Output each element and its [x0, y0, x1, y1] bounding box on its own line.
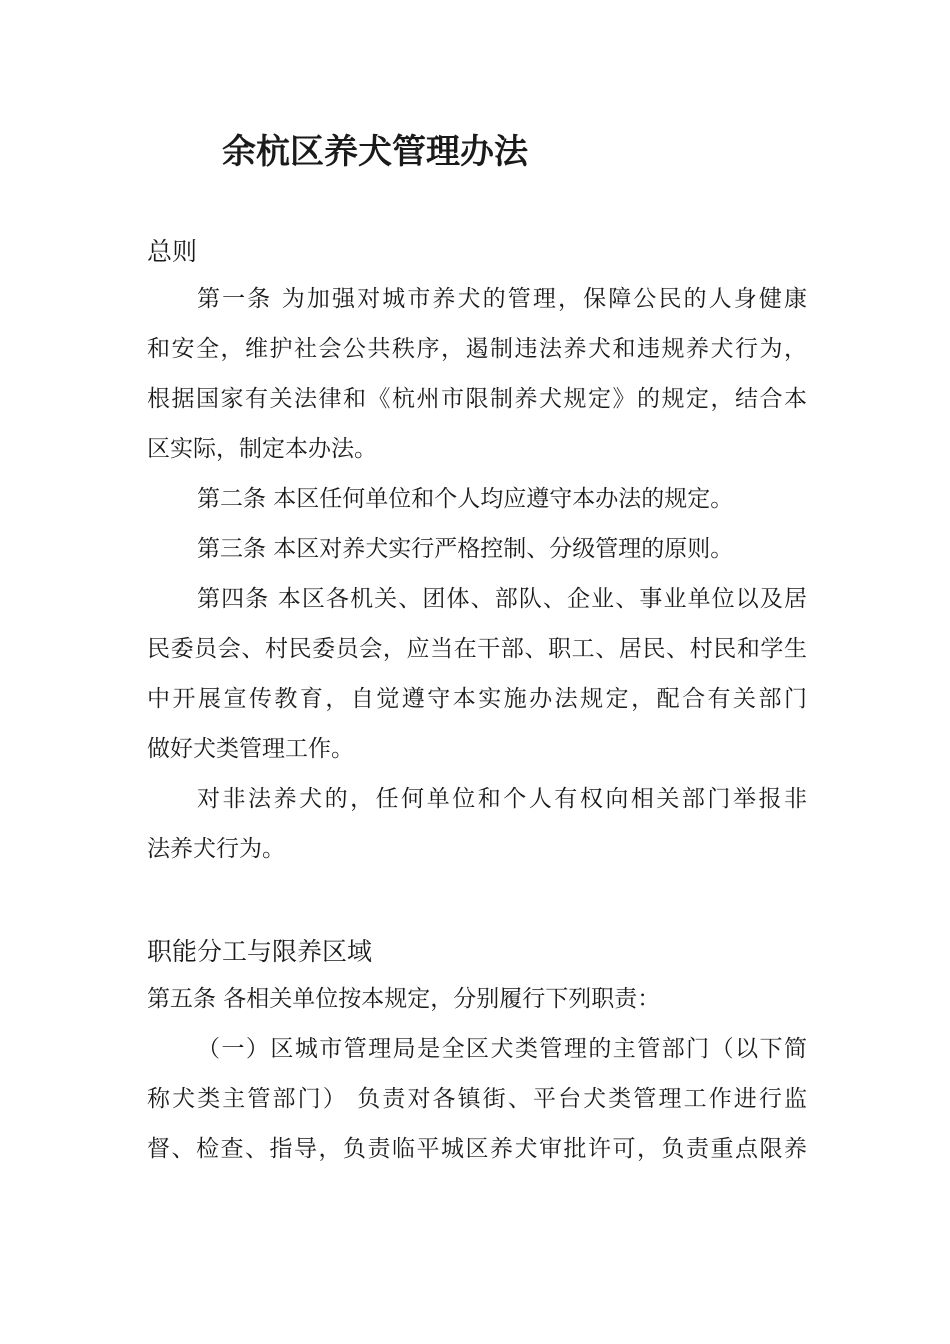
paragraph-line: （一）区城市管理局是全区犬类管理的主管部门（以下简	[197, 1036, 807, 1062]
paragraph-line: 区实际，制定本办法。	[147, 436, 377, 462]
paragraph-line: 第一条 为加强对城市养犬的管理，保障公民的人身健康	[197, 286, 807, 312]
paragraph-line: 中开展宣传教育，自觉遵守本实施办法规定，配合有关部门	[147, 686, 807, 712]
document-title: 余杭区养犬管理办法	[222, 132, 528, 172]
section-heading-general: 总则	[147, 237, 198, 266]
paragraph-line: 称犬类主管部门） 负责对各镇街、平台犬类管理工作进行监	[147, 1086, 807, 1112]
paragraph-line: 第四条 本区各机关、团体、部队、企业、事业单位以及居	[197, 586, 807, 612]
section-heading-duties: 职能分工与限养区域	[147, 937, 373, 966]
paragraph-line: 对非法养犬的，任何单位和个人有权向相关部门举报非	[197, 786, 807, 812]
paragraph-line: 根据国家有关法律和《杭州市限制养犬规定》的规定，结合本	[147, 386, 807, 412]
paragraph-line: 民委员会、村民委员会，应当在干部、职工、居民、村民和学生	[147, 636, 807, 662]
paragraph-line: 第五条 各相关单位按本规定，分别履行下列职责：	[147, 986, 661, 1012]
paragraph-line: 第二条 本区任何单位和个人均应遵守本办法的规定。	[197, 486, 734, 512]
paragraph-line: 督、检查、指导，负责临平城区养犬审批许可，负责重点限养	[147, 1136, 807, 1162]
paragraph-line: 第三条 本区对养犬实行严格控制、分级管理的原则。	[197, 536, 734, 562]
paragraph-line: 和安全，维护社会公共秩序，遏制违法养犬和违规养犬行为，	[147, 336, 807, 362]
paragraph-line: 做好犬类管理工作。	[147, 736, 354, 762]
paragraph-line: 法养犬行为。	[147, 836, 285, 862]
